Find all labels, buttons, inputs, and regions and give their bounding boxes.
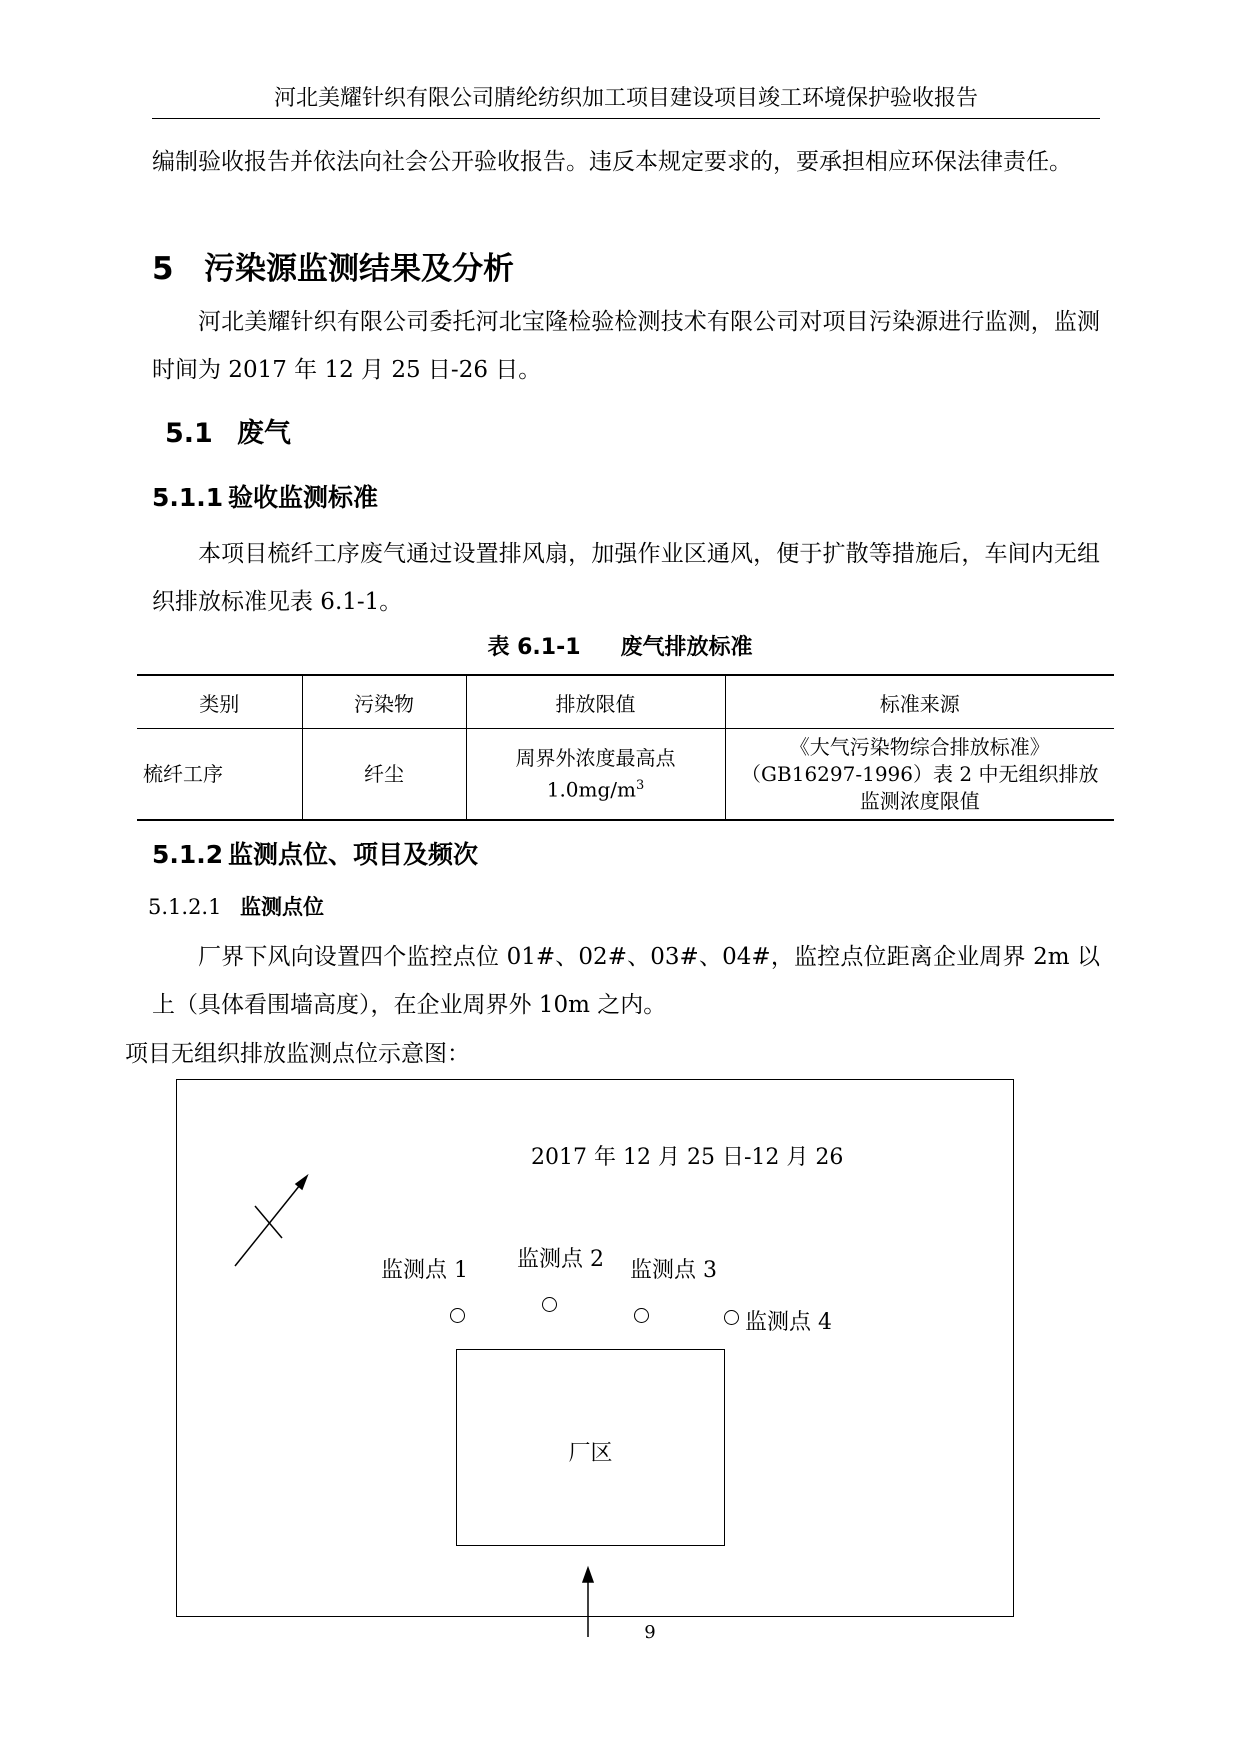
table-caption-title: 废气排放标准 xyxy=(620,635,753,660)
table-header-cell: 排放限值 xyxy=(466,675,725,729)
section-title: 监测点位 xyxy=(240,895,324,919)
intro-paragraph: 编制验收报告并依法向社会公开验收报告。违反本规定要求的，要承担相应环保法律责任。 xyxy=(152,149,1072,175)
diagram-date: 2017 年 12 月 25 日-12 月 26 xyxy=(531,1145,844,1170)
section-number: 5.1 xyxy=(165,418,213,449)
point-label-1: 监测点 1 xyxy=(381,1258,468,1283)
section-title: 污染源监测结果及分析 xyxy=(204,251,514,287)
report-title: 河北美耀针织有限公司腈纶纺织加工项目建设项目竣工环境保护验收报告 xyxy=(273,86,978,111)
section-number: 5 xyxy=(152,251,174,287)
section-number: 5.1.1 xyxy=(152,483,224,512)
source-line-1: 《大气污染物综合排放标准》 xyxy=(789,734,1050,759)
table-header-cell: 污染物 xyxy=(302,675,466,729)
pollutant-cell: 纤尘 xyxy=(302,729,466,821)
diagram-caption: 项目无组织排放监测点位示意图： xyxy=(125,1041,470,1067)
section-title: 监测点位、项目及频次 xyxy=(228,840,479,869)
section-5-paragraph: 河北美耀针织有限公司委托河北宝隆检验检测技术有限公司对项目污染源进行监测，监测时间为 2017 年 12 月 25 日-26 日。 xyxy=(152,309,1100,383)
point-label-4: 监测点 4 xyxy=(745,1310,832,1335)
wind-direction-arrow-icon xyxy=(235,1176,307,1266)
source-line-3: 监测浓度限值 xyxy=(859,788,980,813)
section-5-1-2-1-paragraph: 厂界下风向设置四个监控点位 01#、02#、03#、04#，监控点位距离企业周界 2m 以上（具体看围墙高度），在企业周界外 10m 之内。 xyxy=(152,944,1100,1018)
point-label-3: 监测点 3 xyxy=(630,1258,717,1283)
section-number: 5.1.2 xyxy=(152,840,224,869)
table-header-cell: 类别 xyxy=(137,675,302,729)
section-title: 验收监测标准 xyxy=(228,483,379,512)
section-5-1-1-paragraph: 本项目梳纤工序废气通过设置排风扇，加强作业区通风，便于扩散等措施后，车间内无组织排放标准见表 6.1-1。 xyxy=(152,541,1100,615)
source-line-2: （GB16297-1996）表 2 中无组织排放 xyxy=(741,761,1099,786)
factory-label: 厂区 xyxy=(568,1441,613,1466)
section-title: 废气 xyxy=(237,418,291,449)
point-label-2: 监测点 2 xyxy=(517,1247,604,1272)
category-cell: 梳纤工序 xyxy=(137,729,302,821)
limit-line-1: 周界外浓度最高点 xyxy=(515,745,676,770)
limit-value: 1.0mg/m xyxy=(546,777,636,802)
limit-unit-superscript: 3 xyxy=(636,777,645,793)
section-number: 5.1.2.1 xyxy=(148,895,222,919)
table-caption-number: 表 6.1-1 xyxy=(487,635,581,660)
page-number: 9 xyxy=(644,1622,656,1643)
table-header-cell: 标准来源 xyxy=(725,675,1114,729)
